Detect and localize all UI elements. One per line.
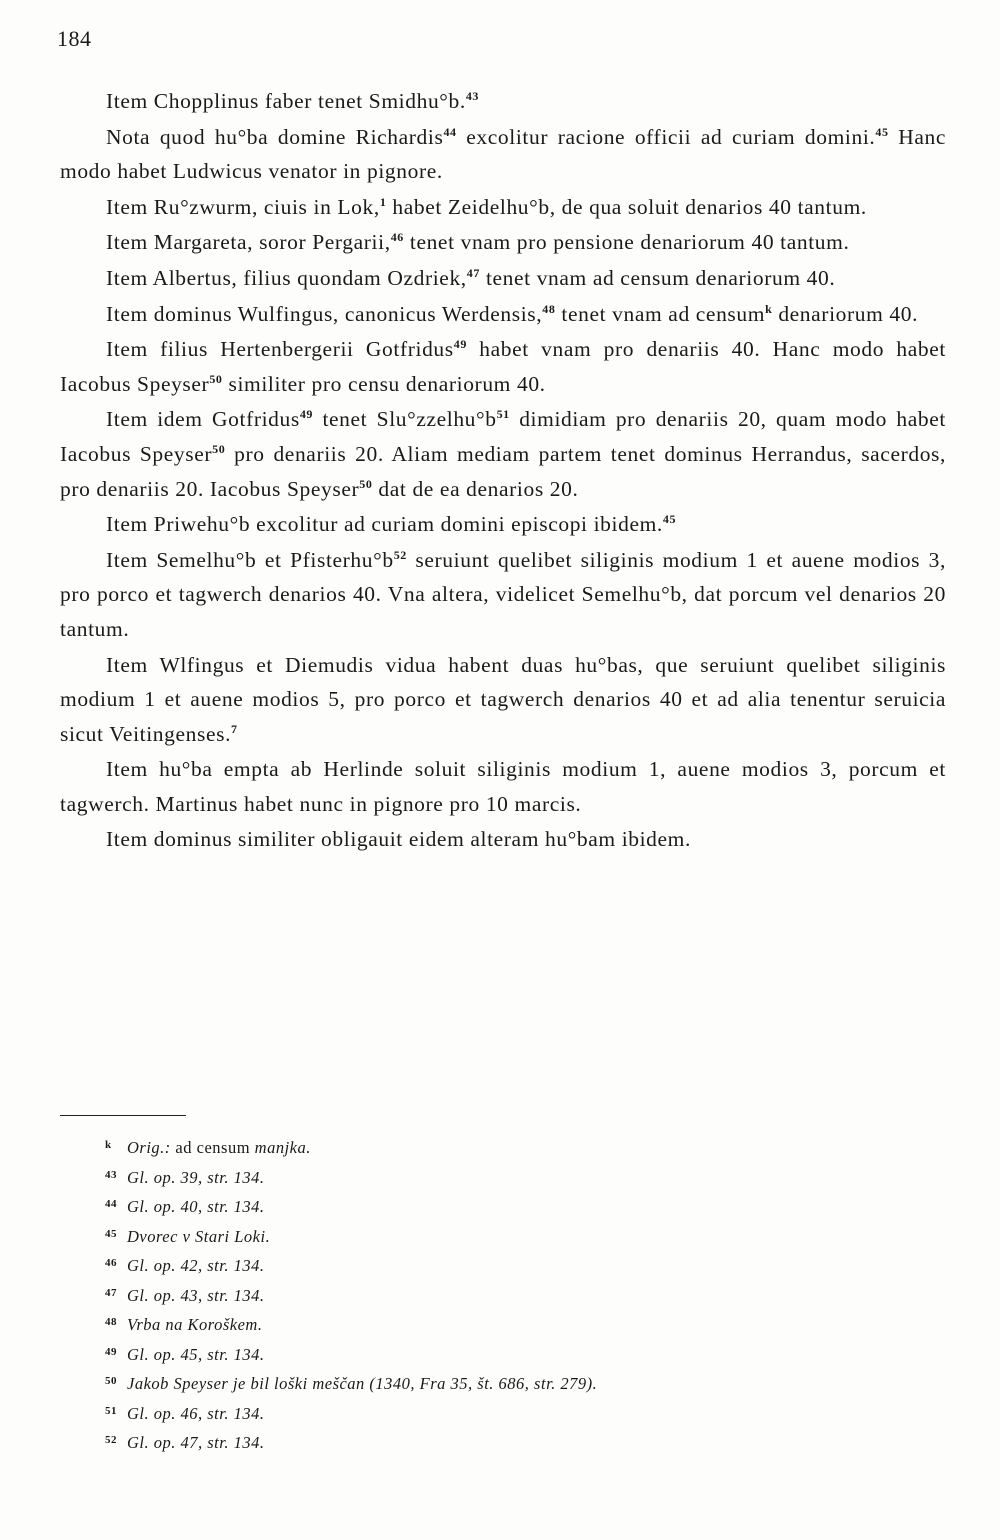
footnote-ref: 1 [379,194,387,209]
footnotes [105,1132,945,1457]
paragraph: Item Priwehu°b excolitur ad curiam domini episcopi ibidem.$^{45}$ [106,512,677,537]
paragraph: Item Chopplinus faber tenet Smidhu°b.$^{43}$ [106,89,480,113]
footnote-ref: 49 [299,407,314,422]
footnote-ref: 47 [466,265,480,280]
footnote: 45 Dvorec v Stari Loki. [105,1226,271,1246]
paragraph: Item dominus Wulfingus, canonicus Werdensis,$^{48}$ tenet vnam ad censum$^k$ denariorum 40. [106,301,919,326]
footnote: 48 Vrba na Koroškem. [105,1315,263,1334]
paragraph: Item dominus similiter obligauit eidem alteram hu°bam ibidem. [106,827,691,852]
paragraph: Item Albertus, filius quondam Ozdriek,$^{47}$ tenet vnam ad censum denariorum 40. [106,265,836,290]
paragraph: Item hu°ba empta ab Herlinde soluit siliginis modium 1, auene modios 3, porcum et tagwerch. Martinus habet nunc in pignore pro 10 marcis. [60,757,946,816]
paragraph: Item Semelhu°b et $Pfisterhu^\circ b^{52}$ seruiunt quelibet siliginis modium 1 et auene modios 3, pro porco et tagwerch denarios 40. Vna altera, videlicet Semelhu°b, dat porcum vel denarios 20 tantum. [60,547,946,641]
footnote-ref: 50 [209,371,223,386]
footnote-ref: 49 [453,337,467,352]
footnote-ref: 48 [542,301,556,316]
footnote: 47 Gl. op. 43, str. 134. [105,1285,265,1305]
footnote-divider [60,1115,186,1116]
footnote: 43 Gl. op. 39, str. 134. [105,1167,265,1187]
paragraph: Item Wlfingus et Diemudis vidua habent duas hu°bas, que seruiunt quelibet siliginis modium 1 et auene modios 5, pro porco et tagwerch denarios 40 et ad alia tenentur seruicia sicut Veitingenses.$^7$ [60,652,946,746]
footnote: k Orig.: ad censum manjka. [105,1138,311,1157]
footnote-ref: 45 [662,512,677,527]
footnote-ref: 52 [393,547,407,562]
footnote: 51 Gl. op. 46, str. 134. [105,1403,265,1423]
footnote-ref: k [765,301,773,316]
paragraph: Item Ru°zwurm, ciuis in Lok,$^1$ habet Zeidelhu°b, de qua soluit denarios 40 tantum. [106,194,867,219]
footnote-ref: 45 [875,124,889,139]
footnote-ref: 50 [212,441,226,456]
footnote: 44 Gl. op. 40, str. 134. [105,1197,265,1216]
paragraph: Nota quod hu°ba domine Richardis$^{44}$ excolitur racione officii ad curiam domini.$^{45}$ Hanc modo habet Ludwicus venator in pignore. [60,124,946,184]
footnote-ref: 51 [496,407,510,422]
footnote-ref: 44 [443,124,457,139]
footnote-ref: 43 [465,89,480,103]
footnote: 50 Jakob Speyser je bil loški meščan (1340, Fra 35, št. 686, str. 279). [105,1374,598,1393]
footnote: 49 Gl. op. 45, str. 134. [105,1344,265,1364]
footnote-ref: 50 [359,476,373,491]
page-number: 184 [57,26,92,51]
paragraph: Item idem Gotfridus$^{49}$ tenet $Slu^\circ zzelhu^\circ b^{51}$ dimidiam pro denariis 20, quam modo habet Iacobus Speyser$^{50}$ pro denariis 20. Aliam mediam partem tenet dominus Herrandus, sacerdos, pro denariis 20. Iacobus Speyser$^{50}$ dat de ea denarios 20. [60,407,946,501]
body-text [60,84,946,857]
footnote-ref: 7 [231,721,238,736]
footnote: 52 Gl. op. 47, str. 134. [105,1433,265,1452]
footnote-ref: 46 [390,230,404,245]
footnote: 46 Gl. op. 42, str. 134. [105,1256,265,1275]
paragraph: Item filius Hertenbergerii Gotfridus$^{49}$ habet vnam pro denariis 40. Hanc modo habet Iacobus Speyser$^{50}$ similiter pro censu denariorum 40. [60,337,946,396]
paragraph: Item Margareta, soror Pergarii,$^{46}$ tenet vnam pro pensione denariorum 40 tantum. [106,230,850,255]
